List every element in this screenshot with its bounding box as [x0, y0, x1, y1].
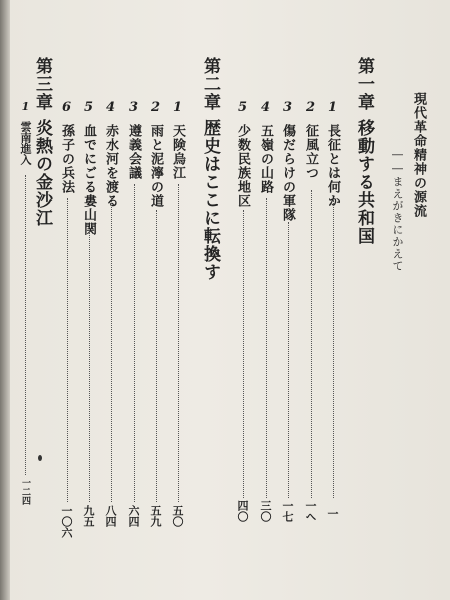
page-number: 一ヘ — [304, 500, 317, 522]
leader-dots — [67, 198, 68, 502]
leader-dots — [288, 222, 289, 498]
toc-entry: 4赤水河を渡る — [103, 100, 118, 208]
chapter-2-label: 第二章 — [200, 57, 220, 111]
page-number: 一〇六 — [60, 505, 73, 538]
chapter-3-title: 炎熱の金沙江 — [32, 119, 52, 227]
preface-title: 現代革命精神の源流 — [411, 92, 426, 218]
toc-entry: 1天険烏江 — [170, 100, 185, 180]
toc-entry: 5少数民族地区 — [235, 100, 250, 208]
toc-entry: 4五嶺の山路 — [258, 100, 273, 194]
toc-entry: 2征風立つ — [303, 100, 318, 180]
page-number: 五〇 — [171, 505, 184, 527]
chapter-1-title: 移動する共和国 — [354, 119, 374, 245]
page-number: 五九 — [149, 505, 162, 527]
leader-dots — [156, 210, 157, 502]
leader-dots — [311, 190, 312, 498]
page-number: 八四 — [104, 505, 117, 527]
chapter-1-label: 第一章 — [354, 57, 374, 111]
toc-entry: 1雲南進入 — [19, 100, 32, 165]
page-number: 一二四 — [20, 478, 30, 505]
chapter-3-label: 第三章 — [32, 57, 52, 111]
chapter-2-heading — [201, 57, 218, 281]
preface-subtitle: ――まえがきにかえて — [391, 148, 404, 272]
page-number: 一七 — [281, 500, 294, 522]
page-number: 六四 — [127, 505, 140, 527]
page-number: 九五 — [82, 505, 95, 527]
toc-entry: 2雨と泥濘の道 — [148, 100, 163, 208]
leader-dots — [333, 200, 334, 498]
toc-entry: 3傷だらけの軍隊 — [280, 100, 295, 222]
chapter-3-heading — [33, 57, 50, 227]
toc-entry: 3遵義会議 — [126, 100, 141, 180]
leader-dots — [111, 198, 112, 502]
leader-dots — [89, 230, 90, 502]
page-number: 一 — [326, 508, 339, 519]
toc-entry: 1長征とは何か — [325, 100, 340, 208]
leader-dots — [25, 175, 26, 475]
page-number: 三〇 — [259, 500, 272, 522]
page-number: 四〇 — [236, 500, 249, 522]
leader-dots — [266, 198, 267, 498]
page-edge-shadow — [0, 0, 10, 600]
leader-dots — [178, 184, 179, 502]
toc-entry: 5血でにごる婁山関 — [81, 100, 96, 236]
leader-dots — [134, 184, 135, 502]
chapter-1-heading — [355, 57, 372, 245]
chapter-2-title: 歴史はここに転換す — [200, 119, 220, 281]
ink-spot — [38, 455, 42, 461]
toc-entry: 6孫子の兵法 — [59, 100, 74, 194]
leader-dots — [243, 210, 244, 498]
